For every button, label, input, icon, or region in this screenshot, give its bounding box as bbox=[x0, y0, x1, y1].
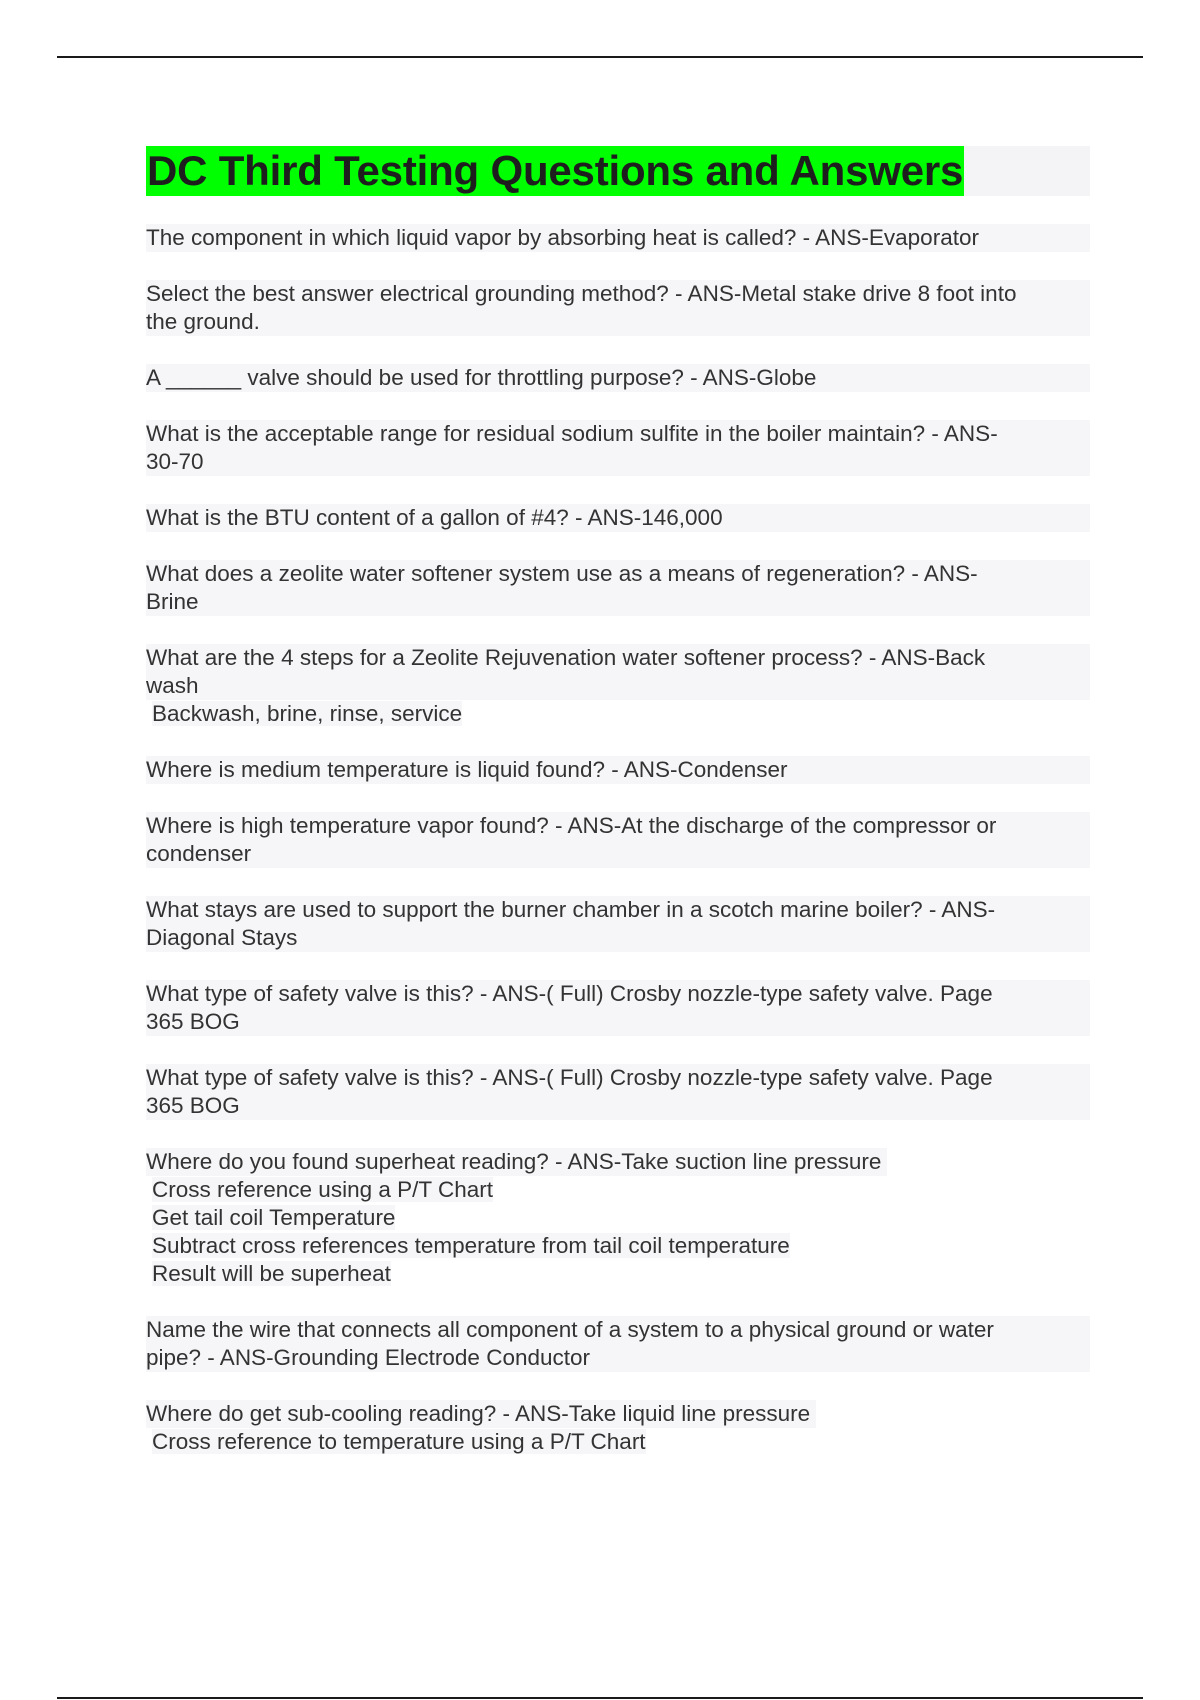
qa-item bbox=[146, 420, 1090, 476]
qa-item bbox=[146, 756, 1090, 784]
qa-item bbox=[146, 644, 1090, 728]
qa-text: What is the BTU content of a gallon of #4? - ANS-146,000 bbox=[146, 504, 1090, 532]
qa-text: What are the 4 steps for a Zeolite Rejuvenation water softener process? - ANS-Back bbox=[146, 644, 1090, 672]
answer-detail-line bbox=[146, 1428, 1090, 1456]
qa-text: Name the wire that connects all component of a system to a physical ground or water bbox=[146, 1316, 1090, 1344]
qa-text: A ______ valve should be used for throttling purpose? - ANS-Globe bbox=[146, 364, 1090, 392]
qa-text-continued: Brine bbox=[146, 588, 1090, 616]
top-rule bbox=[57, 56, 1143, 58]
answer-detail-line bbox=[146, 700, 1090, 728]
qa-item bbox=[146, 896, 1090, 952]
qa-text: The component in which liquid vapor by absorbing heat is called? - ANS-Evaporator bbox=[146, 224, 1090, 252]
qa-text: What type of safety valve is this? - ANS-( Full) Crosby nozzle-type safety valve. Page bbox=[146, 1064, 1090, 1092]
qa-item bbox=[146, 812, 1090, 868]
answer-detail-text: Get tail coil Temperature bbox=[152, 1205, 396, 1230]
answer-detail-text: Cross reference to temperature using a P/T Chart bbox=[152, 1429, 646, 1454]
qa-item bbox=[146, 504, 1090, 532]
qa-text-continued: the ground. bbox=[146, 308, 1090, 336]
qa-text: What is the acceptable range for residual sodium sulfite in the boiler maintain? - ANS- bbox=[146, 420, 1090, 448]
qa-item bbox=[146, 1148, 1090, 1288]
qa-text: Where is medium temperature is liquid found? - ANS-Condenser bbox=[146, 756, 1090, 784]
qa-list bbox=[146, 224, 1090, 1456]
answer-detail-line bbox=[146, 1204, 1090, 1232]
answer-detail-line bbox=[146, 1176, 1090, 1204]
qa-text: Where do get sub-cooling reading? - ANS-Take liquid line pressure bbox=[146, 1400, 816, 1428]
qa-text-continued: wash bbox=[146, 672, 1090, 700]
answer-detail-line bbox=[146, 1260, 1090, 1288]
qa-item bbox=[146, 560, 1090, 616]
qa-text-continued: pipe? - ANS-Grounding Electrode Conductor bbox=[146, 1344, 1090, 1372]
qa-text-continued: 365 BOG bbox=[146, 1008, 1090, 1036]
qa-item bbox=[146, 1316, 1090, 1372]
qa-text: What stays are used to support the burner chamber in a scotch marine boiler? - ANS- bbox=[146, 896, 1090, 924]
qa-text-continued: 30-70 bbox=[146, 448, 1090, 476]
qa-text-continued: 365 BOG bbox=[146, 1092, 1090, 1120]
answer-detail-text: Result will be superheat bbox=[152, 1261, 391, 1286]
qa-text-continued: Diagonal Stays bbox=[146, 924, 1090, 952]
qa-text: What does a zeolite water softener system use as a means of regeneration? - ANS- bbox=[146, 560, 1090, 588]
qa-item bbox=[146, 980, 1090, 1036]
qa-text: What type of safety valve is this? - ANS-( Full) Crosby nozzle-type safety valve. Page bbox=[146, 980, 1090, 1008]
qa-item bbox=[146, 364, 1090, 392]
qa-item bbox=[146, 1400, 1090, 1456]
qa-text-continued: condenser bbox=[146, 840, 1090, 868]
qa-item bbox=[146, 1064, 1090, 1120]
answer-detail-text: Subtract cross references temperature from tail coil temperature bbox=[152, 1233, 790, 1258]
qa-item bbox=[146, 224, 1090, 252]
answer-detail-text: Backwash, brine, rinse, service bbox=[152, 701, 463, 726]
answer-detail-line bbox=[146, 1232, 1090, 1260]
document-title: DC Third Testing Questions and Answers bbox=[147, 147, 964, 194]
document-body bbox=[146, 146, 1090, 1484]
qa-text: Where do you found superheat reading? - ANS-Take suction line pressure bbox=[146, 1148, 887, 1176]
title-band bbox=[146, 146, 1090, 196]
qa-item bbox=[146, 280, 1090, 336]
qa-text: Select the best answer electrical grounding method? - ANS-Metal stake drive 8 foot into bbox=[146, 280, 1090, 308]
answer-detail-text: Cross reference using a P/T Chart bbox=[152, 1177, 493, 1202]
bottom-rule bbox=[57, 1697, 1143, 1699]
qa-text: Where is high temperature vapor found? - ANS-At the discharge of the compressor or bbox=[146, 812, 1090, 840]
